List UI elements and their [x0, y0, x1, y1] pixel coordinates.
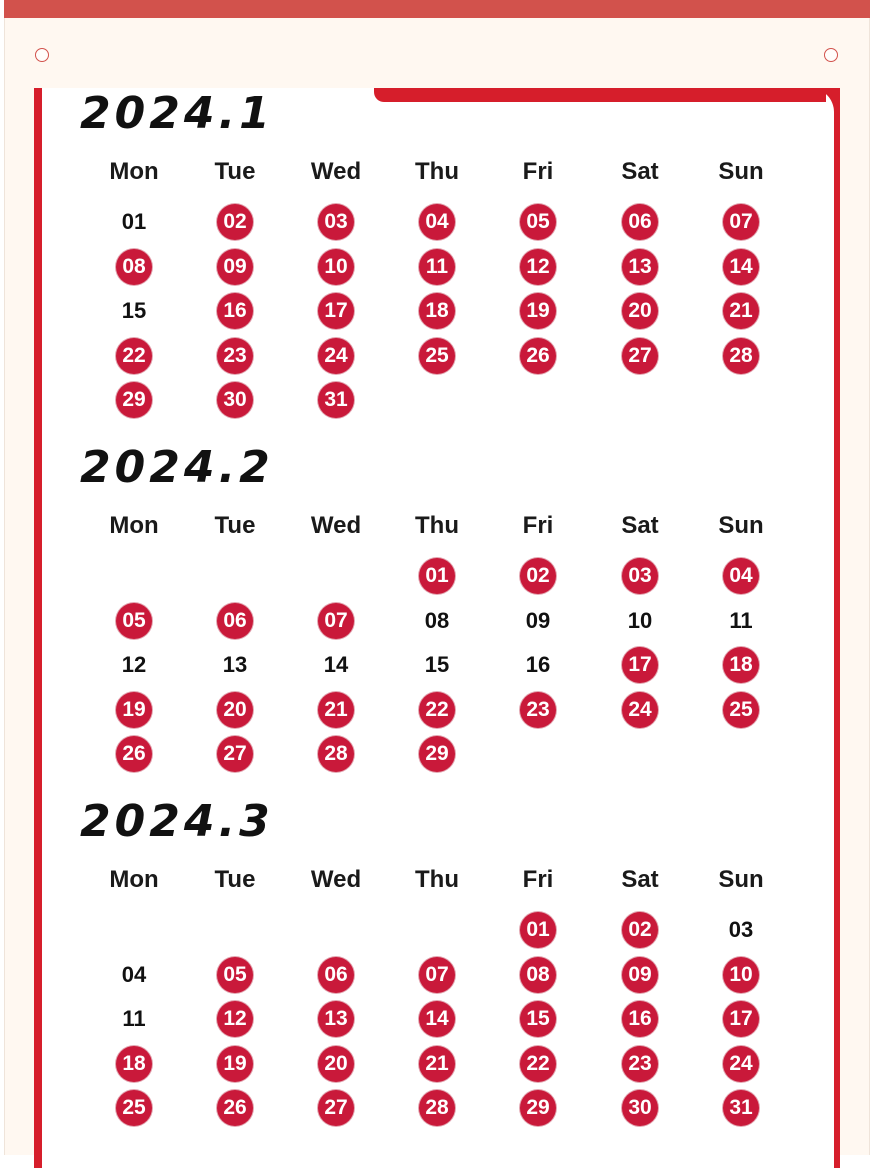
weekday-header: Mon [109, 866, 159, 893]
marked-day[interactable]: 03 [318, 204, 354, 240]
marked-day[interactable]: 07 [318, 603, 354, 639]
marked-day[interactable]: 18 [419, 293, 455, 329]
weekday-header: Tue [214, 866, 256, 893]
marked-day[interactable]: 23 [622, 1046, 658, 1082]
weekday-header: Fri [522, 512, 554, 539]
weekday-header: Sat [621, 512, 659, 539]
marked-day[interactable]: 11 [419, 249, 455, 285]
plain-day[interactable]: 15 [121, 298, 147, 323]
marked-day[interactable]: 17 [318, 293, 354, 329]
weekday-header: Thu [415, 158, 459, 185]
marked-day[interactable]: 09 [622, 957, 658, 993]
marked-day[interactable]: 17 [622, 647, 658, 683]
plain-day[interactable]: 01 [121, 209, 147, 234]
plain-day[interactable]: 11 [729, 607, 753, 633]
marked-day[interactable]: 08 [520, 957, 556, 993]
marked-day[interactable]: 14 [723, 249, 759, 285]
marked-day[interactable]: 29 [116, 382, 152, 418]
weekday-header: Fri [522, 158, 554, 185]
marked-day[interactable]: 13 [622, 249, 658, 285]
weekday-header: Wed [310, 866, 362, 893]
plain-day[interactable]: 12 [121, 652, 147, 677]
marked-day[interactable]: 06 [217, 603, 253, 639]
binding-hole-right-icon [824, 48, 838, 62]
marked-day[interactable]: 24 [318, 338, 354, 374]
weekday-header: Mon [109, 512, 159, 539]
marked-day[interactable]: 02 [217, 204, 253, 240]
marked-day[interactable]: 31 [318, 382, 354, 418]
marked-day[interactable]: 15 [520, 1001, 556, 1037]
marked-day[interactable]: 06 [318, 957, 354, 993]
marked-day[interactable]: 23 [217, 338, 253, 374]
binding-hole-left-icon [35, 48, 49, 62]
marked-day[interactable]: 25 [116, 1090, 152, 1126]
marked-day[interactable]: 31 [723, 1090, 759, 1126]
marked-day[interactable]: 25 [419, 338, 455, 374]
plain-day[interactable]: 03 [728, 917, 754, 942]
marked-day[interactable]: 18 [116, 1046, 152, 1082]
weekday-header: Sat [621, 866, 659, 893]
plain-day[interactable]: 13 [222, 652, 248, 677]
marked-day[interactable]: 16 [622, 1001, 658, 1037]
marked-day[interactable]: 27 [318, 1090, 354, 1126]
marked-day[interactable]: 24 [622, 692, 658, 728]
marked-day[interactable]: 06 [622, 204, 658, 240]
marked-day[interactable]: 20 [622, 293, 658, 329]
marked-day[interactable]: 23 [520, 692, 556, 728]
marked-day[interactable]: 02 [622, 912, 658, 948]
weekday-header: Sun [718, 866, 764, 893]
weekday-header: Wed [310, 158, 362, 185]
marked-day[interactable]: 28 [318, 736, 354, 772]
marked-day[interactable]: 01 [419, 558, 455, 594]
month-title: 2024.3 [80, 796, 274, 847]
month-title: 2024.2 [80, 442, 274, 493]
weekday-header: Sat [621, 158, 659, 185]
marked-day[interactable]: 07 [723, 204, 759, 240]
marked-day[interactable]: 22 [419, 692, 455, 728]
marked-day[interactable]: 01 [520, 912, 556, 948]
weekday-header: Thu [415, 512, 459, 539]
marked-day[interactable]: 24 [723, 1046, 759, 1082]
weekday-header: Wed [310, 512, 362, 539]
marked-day[interactable]: 19 [217, 1046, 253, 1082]
marked-day[interactable]: 04 [419, 204, 455, 240]
marked-day[interactable]: 28 [723, 338, 759, 374]
plain-day[interactable]: 16 [525, 652, 551, 677]
weekday-header: Thu [415, 866, 459, 893]
month-title: 2024.1 [80, 88, 274, 139]
marked-day[interactable]: 28 [419, 1090, 455, 1126]
marked-day[interactable]: 16 [217, 293, 253, 329]
marked-day[interactable]: 10 [318, 249, 354, 285]
marked-day[interactable]: 30 [217, 382, 253, 418]
card-red-tab [374, 88, 826, 102]
plain-day[interactable]: 04 [121, 961, 147, 987]
marked-day[interactable]: 05 [520, 204, 556, 240]
marked-day[interactable]: 05 [116, 603, 152, 639]
marked-day[interactable]: 17 [723, 1001, 759, 1037]
marked-day[interactable]: 05 [217, 957, 253, 993]
plain-day[interactable]: 14 [323, 652, 349, 677]
marked-day[interactable]: 26 [520, 338, 556, 374]
marked-day[interactable]: 20 [318, 1046, 354, 1082]
marked-day[interactable]: 26 [217, 1090, 253, 1126]
marked-day[interactable]: 19 [116, 692, 152, 728]
plain-day[interactable]: 10 [627, 607, 653, 633]
top-bar [4, 0, 870, 18]
marked-day[interactable]: 29 [520, 1090, 556, 1126]
marked-day[interactable]: 22 [520, 1046, 556, 1082]
weekday-header: Tue [214, 512, 256, 539]
weekday-header: Fri [522, 866, 554, 893]
marked-day[interactable]: 07 [419, 957, 455, 993]
marked-day[interactable]: 02 [520, 558, 556, 594]
marked-day[interactable]: 14 [419, 1001, 455, 1037]
plain-day[interactable]: 09 [525, 607, 551, 633]
marked-day[interactable]: 19 [520, 293, 556, 329]
marked-day[interactable]: 29 [419, 736, 455, 772]
marked-day[interactable]: 30 [622, 1090, 658, 1126]
plain-day[interactable]: 15 [424, 652, 450, 677]
weekday-header: Mon [109, 158, 159, 185]
plain-day[interactable]: 11 [122, 1006, 146, 1031]
weekday-header: Sun [718, 158, 764, 185]
marked-day[interactable]: 21 [318, 692, 354, 728]
marked-day[interactable]: 20 [217, 692, 253, 728]
marked-day[interactable]: 21 [723, 293, 759, 329]
marked-day[interactable]: 08 [116, 249, 152, 285]
marked-day[interactable]: 04 [723, 558, 759, 594]
marked-day[interactable]: 18 [723, 647, 759, 683]
marked-day[interactable]: 25 [723, 692, 759, 728]
marked-day[interactable]: 27 [622, 338, 658, 374]
weekday-header: Tue [214, 158, 256, 185]
plain-day[interactable]: 08 [424, 607, 450, 633]
marked-day[interactable]: 12 [217, 1001, 253, 1037]
marked-day[interactable]: 26 [116, 736, 152, 772]
marked-day[interactable]: 12 [520, 249, 556, 285]
weekday-header: Sun [718, 512, 764, 539]
marked-day[interactable]: 10 [723, 957, 759, 993]
marked-day[interactable]: 21 [419, 1046, 455, 1082]
marked-day[interactable]: 13 [318, 1001, 354, 1037]
marked-day[interactable]: 22 [116, 338, 152, 374]
marked-day[interactable]: 03 [622, 558, 658, 594]
marked-day[interactable]: 27 [217, 736, 253, 772]
marked-day[interactable]: 09 [217, 249, 253, 285]
